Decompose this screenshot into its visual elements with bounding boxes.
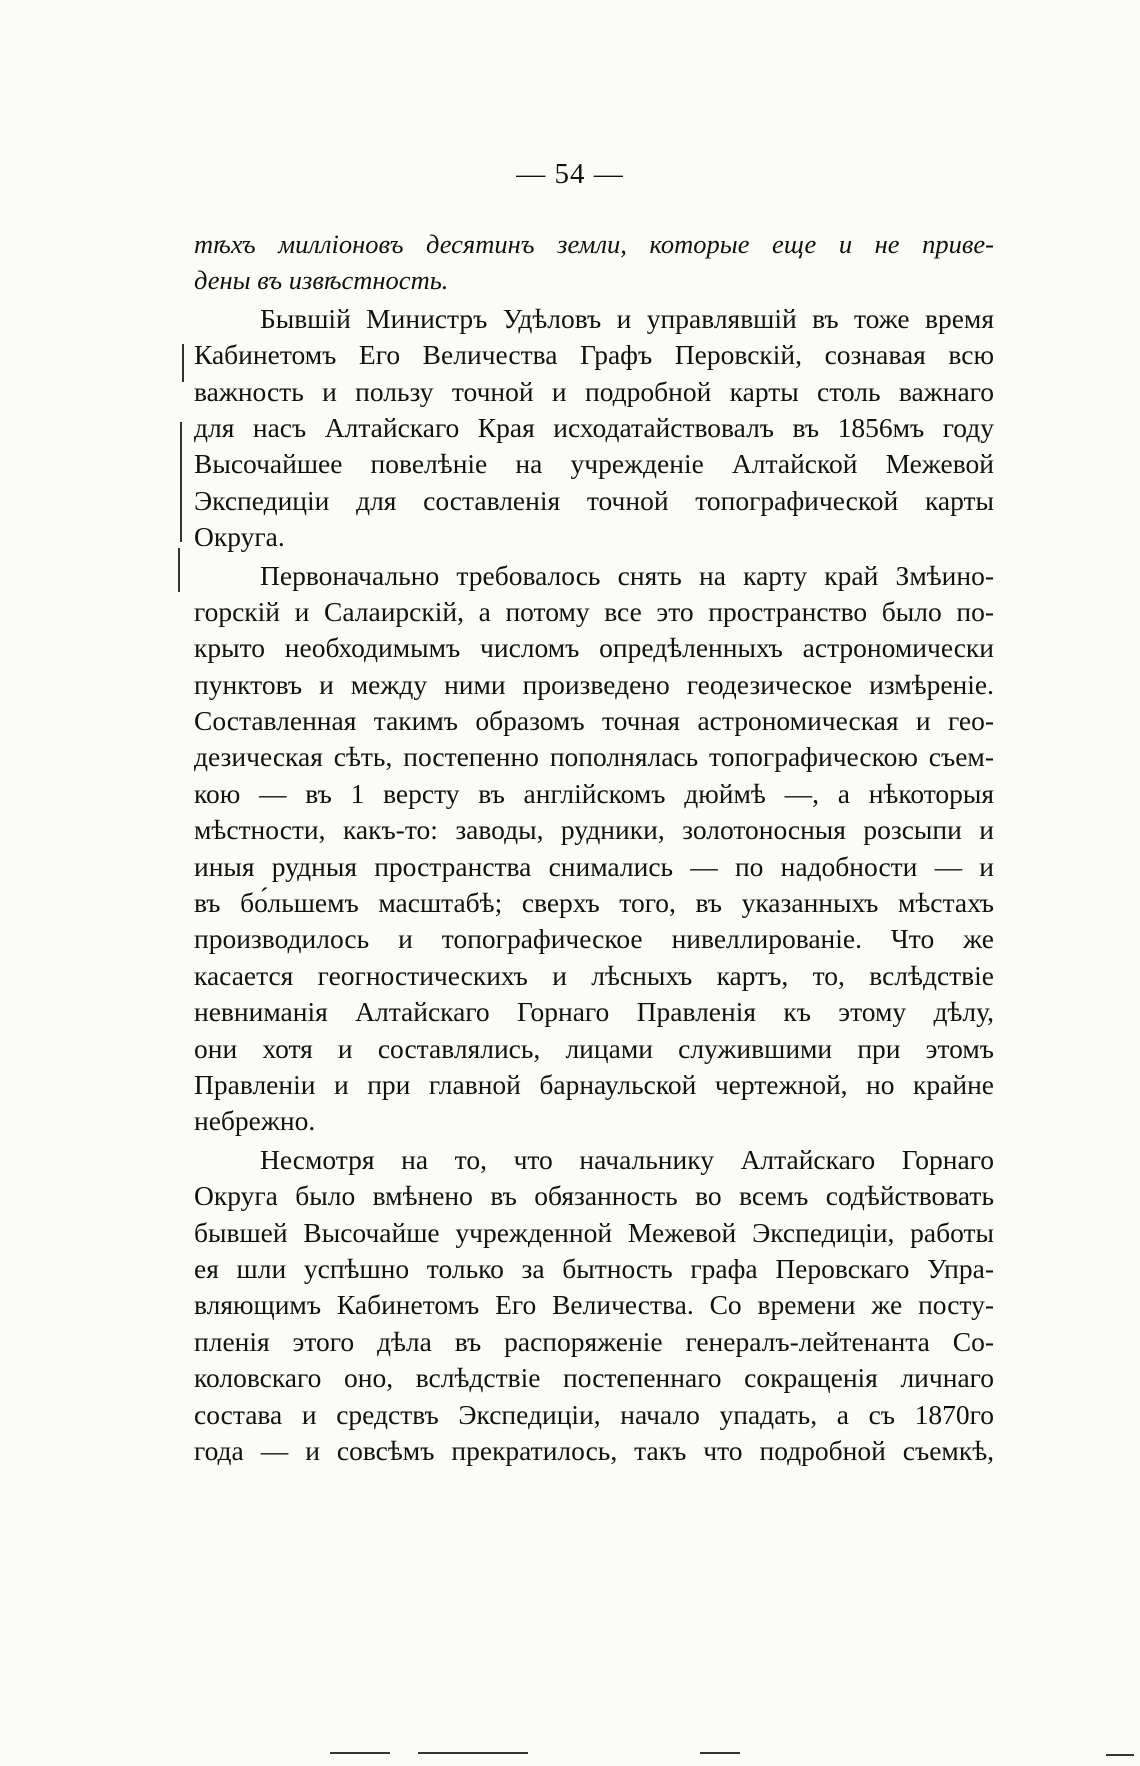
margin-pencil-mark [182,344,184,382]
scan-artifact [330,1752,390,1754]
text-line: производилось и топографическое нивеллированіе. Что же [194,923,994,955]
text-line: года — и совсѣмъ прекратилось, такъ что подробной съемкѣ, [194,1434,994,1466]
text-line: тѣхъ милліоновъ десятинъ земли, которые еще и не приве- [194,229,994,259]
margin-pencil-mark [178,548,180,592]
text-line: Несмотря на то, что начальнику Алтайскаго Горнаго [260,1143,994,1175]
text-line: Правленіи и при главной барнаульской чертежной, но крайне [194,1068,994,1100]
text-line: дены въ извѣстность. [194,265,449,296]
text-line: кою — въ 1 версту въ англійскомъ дюймѣ —, а нѣкоторыя [194,777,994,809]
text-line: пленія этого дѣла въ распоряженіе генералъ-лейтенанта Со- [194,1325,994,1357]
text-line: важность и пользу точной и подробной карты столь важнаго [194,375,994,407]
text-line: дезическая сѣть, постепенно пополнялась топографическою съем- [194,741,994,773]
text-line: крыто необходимымъ числомъ опредѣленныхъ астрономически [194,632,994,664]
text-line: мѣстности, какъ-то: заводы, рудники, золотоносныя розсыпи и [194,814,994,846]
text-line: Составленная такимъ образомъ точная астрономическая и гео- [194,705,994,737]
text-line: Высочайшее повелѣніе на учрежденіе Алтайской Межевой [194,448,994,480]
text-line: пунктовъ и между ними произведено геодезическое измѣреніе. [194,668,994,700]
text-line: невниманія Алтайскаго Горнаго Правленія къ этому дѣлу, [194,996,994,1028]
text-line: небрежно. [194,1105,316,1137]
text-line: бывшей Высочайше учрежденной Межевой Экспедиціи, работы [194,1216,994,1248]
text-line: Округа. [194,521,285,553]
text-line: касается геогностическихъ и лѣсныхъ картъ, то, вслѣдствіе [194,959,994,991]
text-line: Кабинетомъ Его Величества Графъ Перовскій, сознавая всю [194,339,994,371]
text-line: ея шли успѣшно только за бытность графа Перовскаго Упра- [194,1252,994,1284]
text-line: горскій и Салаирскій, а потому все это пространство было по- [194,595,994,627]
text-line: въ бо́льшемъ масштабѣ; сверхъ того, въ указанныхъ мѣстахъ [194,887,994,919]
text-line: Округа было вмѣнено въ обязанность во всемъ содѣйствовать [194,1180,994,1212]
body-text [194,226,994,1469]
page-number: — 54 — [516,158,624,190]
scan-artifact [700,1752,740,1754]
text-line: они хотя и составлялись, лицами служившими при этомъ [194,1032,994,1064]
text-line: для насъ Алтайскаго Края исходатайствовалъ въ 1856мъ году [194,411,994,443]
scan-artifact [418,1752,528,1754]
margin-pencil-mark [180,422,182,542]
text-line: Первоначально требовалось снять на карту край Змѣино- [260,559,994,591]
text-line: состава и средствъ Экспедиціи, начало упадать, а съ 1870го [194,1398,994,1430]
scan-artifact [1106,1754,1134,1756]
text-line: иныя рудныя пространства снимались — по надобности — и [194,850,994,882]
text-line: Экспедиціи для составленія точной топографической карты [194,484,994,516]
text-line: коловскаго оно, вслѣдствіе постепеннаго сокращенія личнаго [194,1362,994,1394]
text-line: вляющимъ Кабинетомъ Его Величества. Со времени же посту- [194,1289,994,1321]
text-line: Бывшій Министръ Удѣловъ и управлявшій въ тоже время [260,302,994,334]
